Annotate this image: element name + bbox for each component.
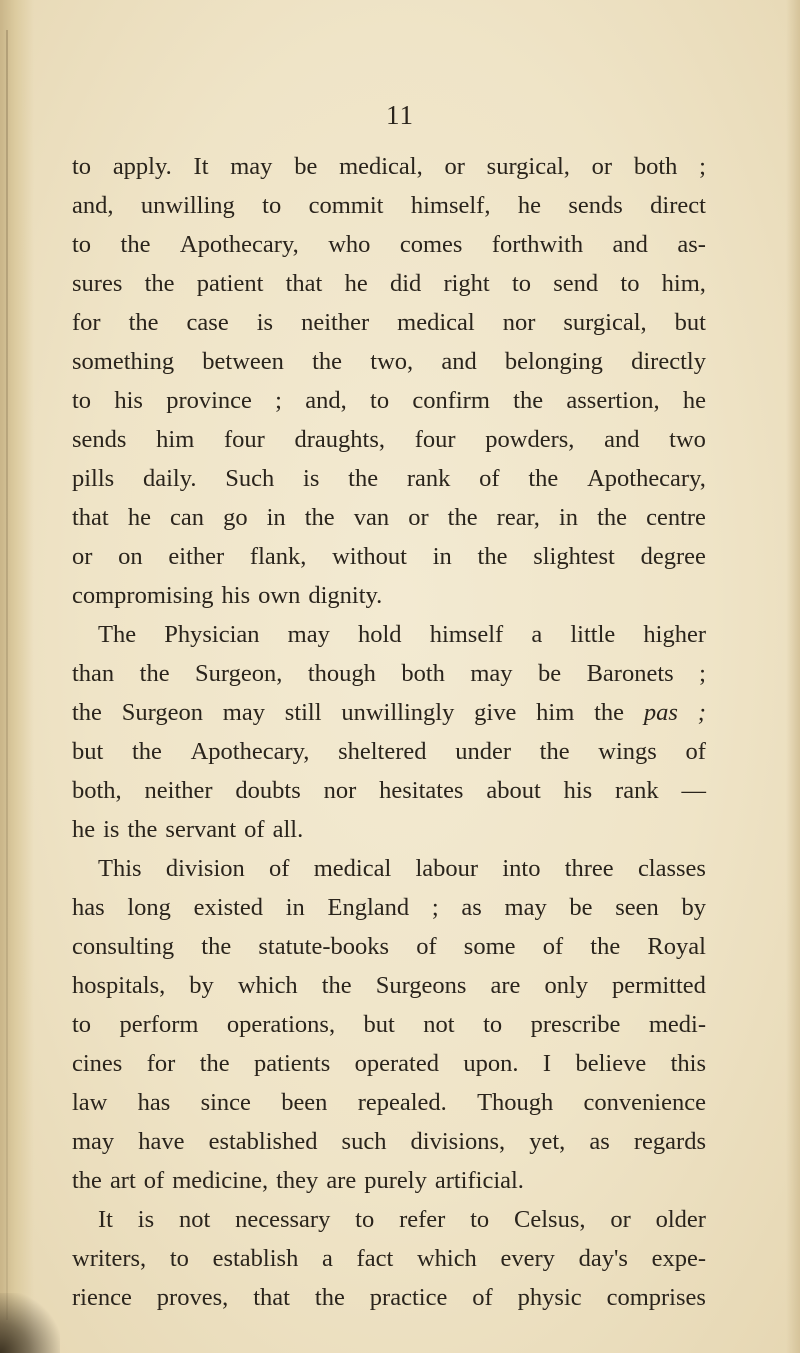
text-line: [72, 1239, 706, 1278]
word: sheltered: [338, 738, 427, 765]
word: the: [128, 309, 159, 336]
word: neither: [301, 309, 370, 336]
word: daily.: [142, 465, 197, 492]
word: be: [538, 660, 562, 687]
word: which: [416, 1245, 477, 1272]
word: This: [98, 855, 142, 882]
word: about: [486, 777, 541, 804]
page-corner-shadow: [0, 1293, 60, 1353]
word: he: [72, 816, 96, 843]
text-line: [72, 1278, 706, 1317]
word: has: [137, 1089, 171, 1116]
word: the: [321, 972, 352, 999]
word: can: [170, 504, 204, 531]
word: as-: [677, 231, 706, 258]
word: It: [193, 153, 209, 180]
word: and,: [305, 387, 347, 414]
word: cines: [72, 1050, 123, 1077]
text-line: [72, 654, 706, 693]
word: but: [674, 309, 706, 336]
text-line: [72, 381, 706, 420]
word: since: [200, 1089, 251, 1116]
word: give: [474, 699, 517, 726]
word: van: [353, 504, 390, 531]
word: may: [230, 153, 273, 180]
word: classes: [637, 855, 706, 882]
word: England: [327, 894, 410, 921]
text-line: [72, 888, 706, 927]
text-line: [72, 1122, 706, 1161]
word: established: [208, 1128, 318, 1155]
word: may: [72, 1128, 115, 1155]
word: to: [169, 1245, 189, 1272]
word: operated: [354, 1050, 439, 1077]
word: in: [558, 504, 579, 531]
text-line: [72, 1083, 706, 1122]
word: assertion,: [566, 387, 660, 414]
word: four: [223, 426, 265, 453]
word: without: [332, 543, 407, 570]
text-line: [72, 186, 706, 225]
text-line: [72, 615, 706, 654]
word: rience: [72, 1284, 132, 1311]
word: some: [463, 933, 516, 960]
word: direct: [650, 192, 706, 219]
word: seen: [615, 894, 659, 921]
word: which: [237, 972, 298, 999]
text-line: [72, 927, 706, 966]
word: of: [542, 933, 564, 960]
text-line: [72, 849, 706, 888]
word: still: [284, 699, 322, 726]
word: operations,: [226, 1011, 336, 1038]
word: the: [139, 660, 170, 687]
word: and,: [72, 192, 114, 219]
word: to: [483, 1011, 503, 1038]
word: Surgeon,: [195, 660, 283, 687]
word: fact: [356, 1245, 394, 1272]
word: medicine,: [172, 1167, 269, 1194]
word: is: [303, 465, 320, 492]
word: of: [143, 1167, 165, 1194]
word: to: [470, 1206, 490, 1233]
word: ;: [431, 894, 439, 921]
word: the: [312, 348, 343, 375]
word: Apothecary,: [179, 231, 299, 258]
word: of: [685, 738, 706, 765]
word: apply.: [112, 153, 172, 180]
text-line: [72, 1044, 706, 1083]
word: I: [542, 1050, 552, 1077]
word: the: [597, 504, 628, 531]
word: draughts,: [294, 426, 386, 453]
word: convenience: [583, 1089, 706, 1116]
word: regards: [633, 1128, 706, 1155]
word: little: [570, 621, 616, 648]
word: of: [479, 465, 500, 492]
word: the: [72, 699, 102, 726]
word: not: [423, 1011, 455, 1038]
word: hold: [357, 621, 402, 648]
word: Apothecary,: [587, 465, 706, 492]
text-line: [72, 225, 706, 264]
text-line: [72, 576, 706, 615]
word: ;: [697, 699, 706, 726]
word: patients: [254, 1050, 331, 1077]
word: centre: [646, 504, 706, 531]
word: right: [443, 270, 490, 297]
word: the: [528, 465, 559, 492]
word: medical: [313, 855, 392, 882]
word: every: [500, 1245, 555, 1272]
word: or: [444, 153, 465, 180]
word: compromising: [72, 582, 214, 609]
page-binding-edge: [6, 30, 8, 1320]
word: the: [513, 387, 544, 414]
word: and: [604, 426, 640, 453]
word: permitted: [612, 972, 706, 999]
word: he: [127, 504, 151, 531]
text-line: [72, 147, 706, 186]
word: unwillingly: [341, 699, 455, 726]
word: on: [118, 543, 143, 570]
word: have: [138, 1128, 185, 1155]
word: existed: [193, 894, 264, 921]
word: art: [109, 1167, 136, 1194]
word: himself: [429, 621, 504, 648]
word: may: [222, 699, 265, 726]
word: in: [432, 543, 452, 570]
word: the: [120, 231, 151, 258]
word: consulting: [72, 933, 175, 960]
word: is: [256, 309, 274, 336]
word: may: [470, 660, 513, 687]
word: the: [348, 465, 379, 492]
word: pills: [72, 465, 115, 492]
word: confirm: [412, 387, 490, 414]
word: but: [72, 738, 104, 765]
word: be: [294, 153, 318, 180]
word: the: [201, 933, 232, 960]
word: province: [166, 387, 252, 414]
word: all.: [272, 816, 304, 843]
word: into: [502, 855, 541, 882]
page-right-edge: [786, 0, 800, 1353]
word: him,: [661, 270, 706, 297]
word: medical,: [339, 153, 423, 180]
word: of: [244, 816, 265, 843]
word: older: [655, 1206, 706, 1233]
word: in: [285, 894, 305, 921]
word: both: [401, 660, 445, 687]
word: or: [591, 153, 613, 180]
word: may: [287, 621, 330, 648]
word: sures: [72, 270, 123, 297]
word: a: [322, 1245, 333, 1272]
word: as: [461, 894, 482, 921]
word: practice: [369, 1284, 448, 1311]
word: law: [72, 1089, 108, 1116]
word: been: [281, 1089, 328, 1116]
text-line: [72, 420, 706, 459]
word: belonging: [504, 348, 603, 375]
word: has: [72, 894, 105, 921]
word: Though: [477, 1089, 554, 1116]
word: Baronets: [586, 660, 674, 687]
word: by: [681, 894, 706, 921]
word: and: [441, 348, 477, 375]
word: case: [186, 309, 229, 336]
word: powders,: [485, 426, 575, 453]
word: either: [168, 543, 225, 570]
text-line: [72, 459, 706, 498]
text-line: [72, 303, 706, 342]
text-line: [72, 264, 706, 303]
text-line: [72, 1161, 706, 1200]
word: of: [416, 933, 437, 960]
word: both,: [72, 777, 122, 804]
word: send: [553, 270, 599, 297]
word: day's: [578, 1245, 628, 1272]
word: to: [262, 192, 282, 219]
word: The: [98, 621, 137, 648]
word: rank: [406, 465, 451, 492]
word: to: [72, 231, 92, 258]
word: did: [389, 270, 422, 297]
word: medi-: [648, 1011, 706, 1038]
word: directly: [631, 348, 706, 375]
word: slightest: [533, 543, 615, 570]
word: in: [266, 504, 286, 531]
word: doubts: [235, 777, 301, 804]
word: that: [72, 504, 109, 531]
word: medical: [397, 309, 475, 336]
word: repealed.: [357, 1089, 447, 1116]
word: higher: [643, 621, 706, 648]
word: such: [341, 1128, 387, 1155]
word: Royal: [647, 933, 706, 960]
word: a: [531, 621, 543, 648]
word: or: [610, 1206, 631, 1233]
word: two,: [370, 348, 414, 375]
word: himself,: [410, 192, 491, 219]
text-line: [72, 966, 706, 1005]
word: may: [504, 894, 547, 921]
word: forthwith: [491, 231, 584, 258]
word: the: [447, 504, 478, 531]
word: or: [408, 504, 429, 531]
word: the: [539, 738, 570, 765]
word: under: [455, 738, 511, 765]
word: yet,: [529, 1128, 566, 1155]
word: writers,: [72, 1245, 147, 1272]
word: degree: [640, 543, 706, 570]
word: establish: [212, 1245, 299, 1272]
word: Surgeons: [375, 972, 467, 999]
word: both: [633, 153, 678, 180]
word: than: [72, 660, 115, 687]
word: labour: [415, 855, 479, 882]
word: flank,: [249, 543, 307, 570]
word: of: [269, 855, 290, 882]
word: physic: [517, 1284, 582, 1311]
word: his: [114, 387, 143, 414]
word: unwilling: [140, 192, 235, 219]
text-line: [72, 732, 706, 771]
word: —: [681, 777, 706, 804]
word: of: [472, 1284, 493, 1311]
word: for: [72, 309, 101, 336]
word: between: [202, 348, 284, 375]
word: ;: [699, 153, 706, 180]
word: who: [328, 231, 371, 258]
word: they: [276, 1167, 319, 1194]
word: his: [563, 777, 593, 804]
word: statute-books: [258, 933, 390, 960]
word: neither: [144, 777, 213, 804]
word: his: [221, 582, 251, 609]
word: this: [670, 1050, 706, 1077]
text-line: [72, 771, 706, 810]
word: refer: [399, 1206, 446, 1233]
word: purely: [364, 1167, 427, 1194]
word: patient: [196, 270, 264, 297]
word: are: [326, 1167, 357, 1194]
word: Surgeon: [121, 699, 203, 726]
word: It: [98, 1206, 113, 1233]
word: be: [569, 894, 593, 921]
word: is: [103, 816, 120, 843]
word: artificial.: [434, 1167, 524, 1194]
word: expe-: [651, 1245, 706, 1272]
word: upon.: [463, 1050, 519, 1077]
word: or: [72, 543, 93, 570]
word: long: [127, 894, 171, 921]
word: three: [564, 855, 614, 882]
word: own: [258, 582, 301, 609]
word: is: [137, 1206, 155, 1233]
word: division: [165, 855, 245, 882]
word: sends: [568, 192, 623, 219]
word: the: [594, 699, 625, 726]
word: comes: [399, 231, 463, 258]
word: the: [199, 1050, 230, 1077]
word: prescribe: [530, 1011, 621, 1038]
word: and: [612, 231, 648, 258]
word: necessary: [235, 1206, 331, 1233]
word: hesitates: [379, 777, 464, 804]
word: the: [144, 270, 175, 297]
word: that: [253, 1284, 290, 1311]
word: something: [72, 348, 175, 375]
text-line: [72, 693, 706, 732]
word: go: [223, 504, 248, 531]
text-line: [72, 1200, 706, 1239]
word: four: [414, 426, 456, 453]
word: sends: [72, 426, 127, 453]
word: believe: [575, 1050, 647, 1077]
text-line: [72, 810, 706, 849]
word: Celsus,: [514, 1206, 586, 1233]
word: surgical,: [486, 153, 570, 180]
word: Apothecary,: [190, 738, 310, 765]
word: Physician: [164, 621, 260, 648]
word: he: [517, 192, 541, 219]
word: but: [363, 1011, 395, 1038]
word: nor: [323, 777, 357, 804]
word: by: [189, 972, 214, 999]
word: the: [314, 1284, 345, 1311]
word: rank: [615, 777, 659, 804]
word: hospitals,: [72, 972, 166, 999]
word: pas: [643, 699, 678, 726]
word: as: [589, 1128, 610, 1155]
word: to: [355, 1206, 375, 1233]
word: perform: [119, 1011, 199, 1038]
word: Such: [225, 465, 275, 492]
word: him: [156, 426, 195, 453]
word: surgical,: [563, 309, 647, 336]
word: for: [146, 1050, 176, 1077]
word: he: [682, 387, 706, 414]
word: to: [620, 270, 640, 297]
word: to: [511, 270, 532, 297]
word: comprises: [606, 1284, 706, 1311]
text-line: [72, 1005, 706, 1044]
word: wings: [598, 738, 657, 765]
word: are: [490, 972, 521, 999]
word: the: [304, 504, 335, 531]
word: to: [72, 1011, 92, 1038]
word: proves,: [156, 1284, 229, 1311]
word: only: [544, 972, 588, 999]
word: not: [178, 1206, 211, 1233]
page-number: 11: [386, 100, 414, 130]
word: to: [72, 387, 92, 414]
word: two: [669, 426, 706, 453]
word: nor: [502, 309, 536, 336]
word: commit: [308, 192, 384, 219]
text-line: [72, 537, 706, 576]
word: that: [285, 270, 323, 297]
body-text: [72, 147, 706, 1317]
word: though: [307, 660, 376, 687]
word: to: [72, 153, 92, 180]
word: he: [344, 270, 368, 297]
word: dignity.: [308, 582, 383, 609]
word: the: [590, 933, 621, 960]
word: the: [127, 816, 158, 843]
word: divisions,: [410, 1128, 506, 1155]
word: rear,: [496, 504, 540, 531]
text-line: [72, 498, 706, 537]
word: ;: [275, 387, 282, 414]
word: servant: [165, 816, 237, 843]
word: to: [370, 387, 390, 414]
word: ;: [699, 660, 706, 687]
word: the: [131, 738, 162, 765]
word: the: [477, 543, 508, 570]
text-line: [72, 342, 706, 381]
word: him: [536, 699, 575, 726]
word: the: [72, 1167, 102, 1194]
